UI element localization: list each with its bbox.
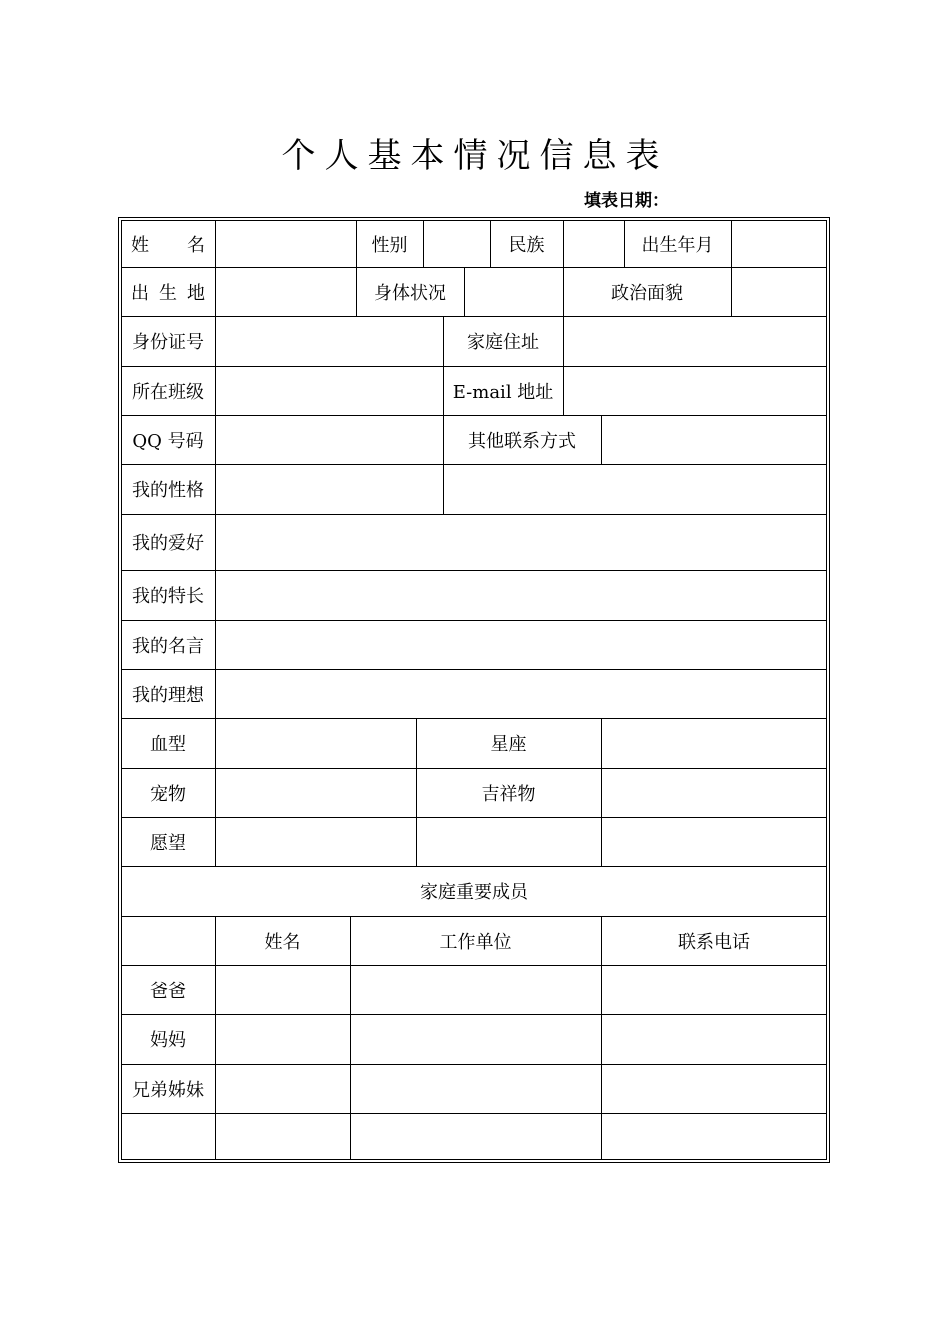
talent-label: 我的特长 <box>132 586 204 607</box>
wish-field-3[interactable] <box>602 817 827 866</box>
mascot-field[interactable] <box>602 768 827 817</box>
birth-date-field[interactable] <box>732 220 827 267</box>
political-status-field[interactable] <box>732 267 827 316</box>
hobby-field[interactable] <box>216 514 827 570</box>
pet-field[interactable] <box>216 768 416 817</box>
blood-type-field[interactable] <box>216 718 416 768</box>
mother-workplace-field[interactable] <box>351 1014 601 1064</box>
family-row-father-label: 爸爸 <box>150 980 186 1002</box>
qq-field[interactable] <box>216 415 443 464</box>
pet-label: 宠物 <box>150 783 186 805</box>
name-field[interactable] <box>216 220 356 267</box>
family-section-title: 家庭重要成员 <box>420 882 528 903</box>
family-header-phone: 联系电话 <box>678 931 750 953</box>
wish-label: 愿望 <box>150 832 186 854</box>
family-row-mother-label: 妈妈 <box>150 1030 186 1051</box>
qq-label: QQ 号码 <box>132 430 204 452</box>
family-header-workplace: 工作单位 <box>439 931 512 953</box>
father-name-field[interactable] <box>216 965 350 1014</box>
extra-name-field[interactable] <box>216 1113 350 1160</box>
birth-date-label: 出生年月 <box>641 234 714 256</box>
other-contact-label: 其他联系方式 <box>468 430 576 452</box>
mascot-label: 吉祥物 <box>481 783 536 805</box>
talent-field[interactable] <box>216 570 827 620</box>
hobby-label: 我的爱好 <box>132 533 204 554</box>
id-number-label: 身份证号 <box>132 332 204 353</box>
father-workplace-field[interactable] <box>351 965 601 1014</box>
gender-label: 性别 <box>371 234 408 256</box>
wish-field-1[interactable] <box>216 817 416 866</box>
ideal-field[interactable] <box>216 669 827 718</box>
birthplace-label: 出 生 地 <box>131 282 205 304</box>
extra-workplace-field[interactable] <box>351 1113 601 1160</box>
gender-field[interactable] <box>424 220 490 267</box>
page-title: 个人基本情况信息表 <box>281 136 669 176</box>
siblings-phone-field[interactable] <box>602 1064 827 1113</box>
ethnicity-field[interactable] <box>564 220 624 267</box>
motto-label: 我的名言 <box>132 635 204 657</box>
birthplace-field[interactable] <box>216 267 356 316</box>
extra-phone-field[interactable] <box>602 1113 827 1160</box>
family-header-name: 姓名 <box>264 931 301 953</box>
ideal-label: 我的理想 <box>132 684 204 706</box>
health-label: 身体状况 <box>374 282 446 304</box>
home-address-field[interactable] <box>564 316 827 366</box>
wish-field-2[interactable] <box>417 817 601 866</box>
id-number-field[interactable] <box>216 316 443 366</box>
constellation-label: 星座 <box>490 734 527 755</box>
personality-field[interactable] <box>216 464 827 514</box>
father-phone-field[interactable] <box>602 965 827 1014</box>
blood-type-label: 血型 <box>150 734 186 755</box>
siblings-name-field[interactable] <box>216 1064 350 1113</box>
home-address-label: 家庭住址 <box>467 332 539 353</box>
personality-label: 我的性格 <box>132 480 204 501</box>
motto-field[interactable] <box>216 620 827 669</box>
family-header-blank <box>121 916 215 965</box>
info-form-table <box>118 217 830 1163</box>
fill-date-label: 填表日期： <box>584 191 669 211</box>
ethnicity-label: 民族 <box>508 234 545 256</box>
siblings-workplace-field[interactable] <box>351 1064 601 1113</box>
name-label: 姓 名 <box>131 234 205 256</box>
email-field[interactable] <box>564 366 827 415</box>
health-field[interactable] <box>465 267 563 316</box>
email-label: E-mail 地址 <box>452 381 554 403</box>
constellation-field[interactable] <box>602 718 827 768</box>
family-row-siblings-label: 兄弟姊妹 <box>132 1079 204 1101</box>
mother-name-field[interactable] <box>216 1014 350 1064</box>
mother-phone-field[interactable] <box>602 1014 827 1064</box>
class-field[interactable] <box>216 366 443 415</box>
class-label: 所在班级 <box>132 381 204 403</box>
other-contact-field[interactable] <box>602 415 827 464</box>
family-row-extra-label[interactable] <box>121 1113 215 1160</box>
political-status-label: 政治面貌 <box>611 282 683 304</box>
